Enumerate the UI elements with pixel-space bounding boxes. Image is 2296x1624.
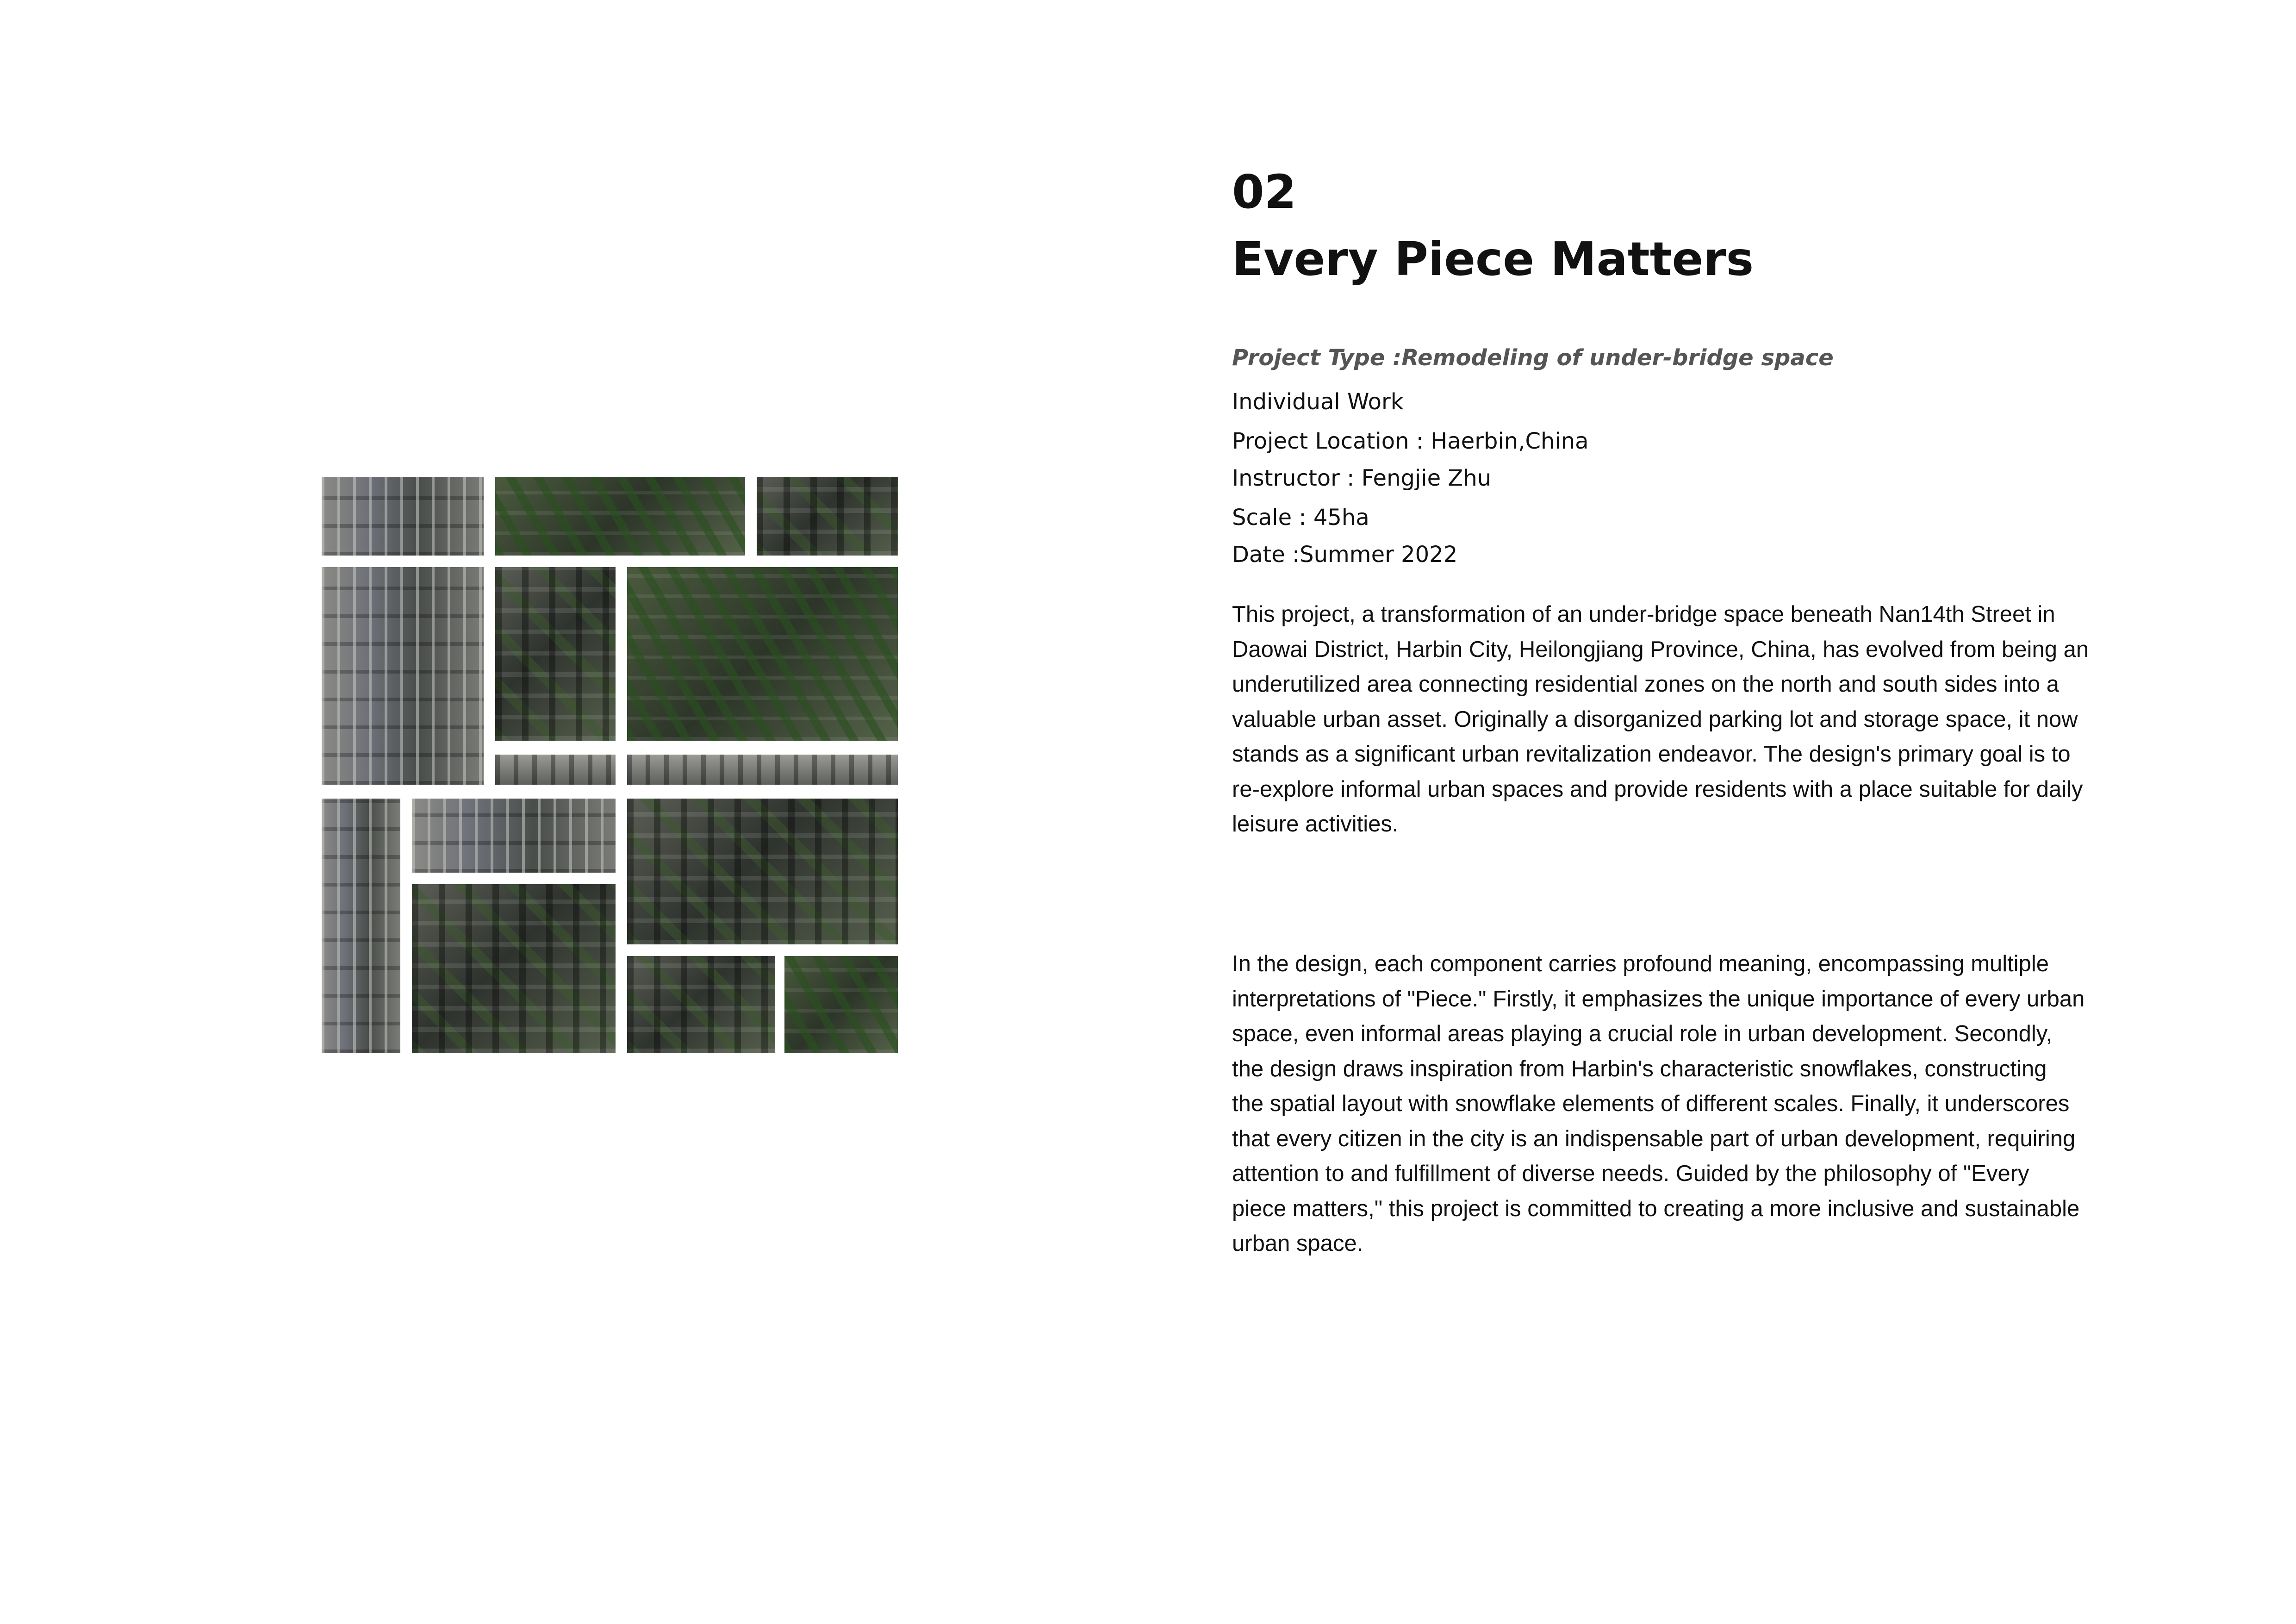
- text-line: underutilized area connecting residential zones on the north and south sides into a: [1232, 672, 2059, 697]
- project-work: Individual Work: [1232, 389, 1404, 415]
- text-line: piece matters," this project is committed to creating a more inclusive and sustainable: [1232, 1196, 2080, 1221]
- aerial-tile: [627, 755, 898, 785]
- description-paragraph-1: [1232, 597, 2153, 842]
- text-line: attention to and fulfillment of diverse needs. Guided by the philosophy of "Every: [1232, 1161, 2029, 1186]
- aerial-tile: [627, 799, 898, 944]
- aerial-tile: [495, 567, 616, 741]
- text-line: valuable urban asset. Originally a disorganized parking lot and storage space, it now: [1232, 706, 2078, 732]
- text-line: that every citizen in the city is an indispensable part of urban development, requiring: [1232, 1126, 2076, 1151]
- aerial-tile: [627, 956, 775, 1053]
- aerial-tile: [412, 799, 616, 873]
- aerial-tile: [322, 799, 400, 1053]
- aerial-tile: [495, 755, 616, 785]
- project-type: Project Type :Remodeling of under-bridge space: [1232, 345, 1834, 371]
- project-title: Every Piece Matters: [1232, 232, 1754, 286]
- aerial-tile: [495, 477, 745, 556]
- aerial-tile: [322, 477, 484, 556]
- project-location: Project Location : Haerbin,China: [1232, 428, 1589, 454]
- text-line: re-explore informal urban spaces and provide residents with a place suitable for daily: [1232, 776, 2083, 802]
- text-line: leisure activities.: [1232, 812, 1399, 837]
- project-date: Date :Summer 2022: [1232, 542, 1458, 568]
- text-line: interpretations of "Piece." Firstly, it emphasizes the unique importance of every urban: [1232, 986, 2085, 1012]
- text-line: Daowai District, Harbin City, Heilongjiang Province, China, has evolved from being an: [1232, 637, 2089, 662]
- aerial-tile: [322, 567, 484, 785]
- text-line: space, even informal areas playing a crucial role in urban development. Secondly,: [1232, 1021, 2053, 1046]
- project-number: 02: [1232, 165, 1297, 219]
- text-line: stands as a significant urban revitalization endeavor. The design's primary goal is to: [1232, 742, 2071, 767]
- aerial-tile: [784, 956, 898, 1053]
- aerial-tile: [627, 567, 898, 741]
- aerial-tile: [757, 477, 898, 556]
- aerial-tile: [412, 884, 616, 1053]
- text-line: the spatial layout with snowflake elements of different scales. Finally, it underscores: [1232, 1091, 2070, 1116]
- project-instructor: Instructor : Fengjie Zhu: [1232, 465, 1492, 491]
- aerial-mosaic: [322, 477, 898, 1053]
- text-line: the design draws inspiration from Harbin's characteristic snowflakes, constructing: [1232, 1056, 2047, 1081]
- text-line: This project, a transformation of an under-bridge space beneath Nan14th Street in: [1232, 602, 2055, 627]
- text-line: In the design, each component carries profound meaning, encompassing multiple: [1232, 951, 2049, 976]
- text-line: urban space.: [1232, 1231, 1363, 1256]
- project-scale: Scale : 45ha: [1232, 505, 1369, 531]
- description-paragraph-2: [1232, 947, 2153, 1262]
